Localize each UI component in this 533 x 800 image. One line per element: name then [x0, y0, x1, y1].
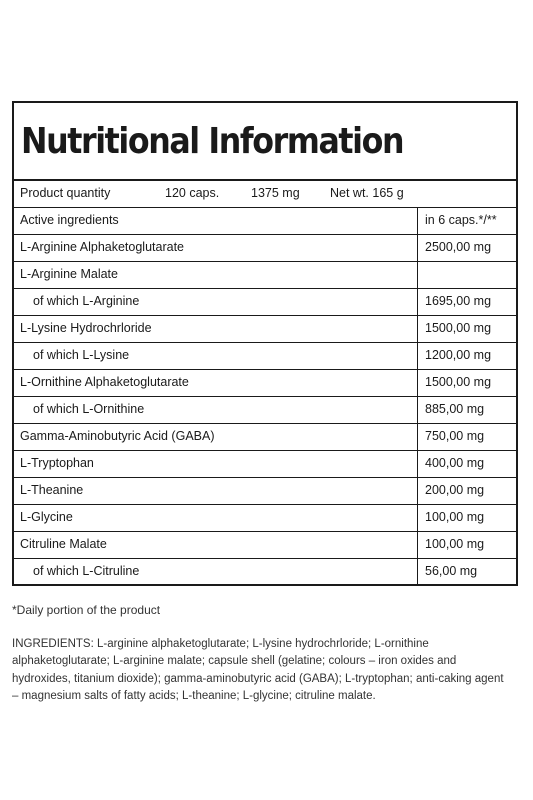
column-divider: [417, 369, 418, 396]
column-divider: [417, 261, 418, 288]
ingredient-amount: 1200,00 mg: [425, 348, 492, 362]
ingredient-name: of which L-Ornithine: [33, 402, 145, 416]
column-divider: [417, 207, 418, 234]
ingredient-name: L-Glycine: [20, 510, 73, 524]
table-row: [14, 234, 516, 261]
table-row: [14, 477, 516, 504]
ingredient-name: L-Arginine Alphaketoglutarate: [20, 240, 185, 254]
ingredient-amount: 1695,00 mg: [425, 294, 492, 308]
ingredient-name: of which L-Citruline: [33, 564, 140, 578]
active-ingredients-label: Active ingredients: [20, 213, 119, 227]
ingredient-amount: 2500,00 mg: [425, 240, 492, 254]
ingredient-name: L-Theanine: [20, 483, 84, 497]
column-divider: [417, 423, 418, 450]
ingredient-amount: 200,00 mg: [425, 483, 485, 497]
column-divider: [417, 396, 418, 423]
column-divider: [417, 234, 418, 261]
ingredient-amount: 56,00 mg: [425, 564, 478, 578]
net-weight: Net wt. 165 g: [330, 186, 404, 200]
ingredient-amount: 1500,00 mg: [425, 375, 492, 389]
ingredient-name: of which L-Arginine: [33, 294, 140, 308]
product-quantity-row: [14, 180, 516, 207]
column-divider: [417, 504, 418, 531]
ingredient-name: Citruline Malate: [20, 537, 107, 551]
column-divider: [417, 531, 418, 558]
product-quantity-label: Product quantity: [20, 186, 111, 200]
ingredient-name: Gamma-Aminobutyric Acid (GABA): [20, 429, 215, 443]
column-divider: [417, 450, 418, 477]
page-title: Nutritional Information: [21, 121, 404, 162]
ingredient-amount: 100,00 mg: [425, 510, 485, 524]
table-row: [14, 261, 516, 288]
ingredient-amount: 1500,00 mg: [425, 321, 492, 335]
ingredient-amount: 400,00 mg: [425, 456, 485, 470]
caps-weight: 1375 mg: [251, 186, 300, 200]
column-divider: [417, 315, 418, 342]
serving-label: in 6 caps.*/**: [425, 213, 497, 227]
ingredient-name: L-Lysine Hydrochrloride: [20, 321, 152, 335]
ingredients-text: INGREDIENTS: L-arginine alphaketoglutarate; L-lysine hydrochrloride; L-ornithine alphaketoglutarate; L-arginine malate; capsule shell (gelatine; colours – iron oxides and hydroxides, titanium dioxide); gamma-aminobutyric acid (GABA); L-tryptophan; anti-caking agent – magnesium salts of fatty acids; L-theanine; L-glycine; citruline malate.: [12, 638, 504, 703]
nutrition-table-panel: [12, 101, 518, 586]
table-row: [14, 423, 516, 450]
table-row: [14, 450, 516, 477]
ingredient-name: of which L-Lysine: [33, 348, 130, 362]
column-divider: [417, 558, 418, 585]
column-divider: [417, 288, 418, 315]
table-row: [14, 288, 516, 315]
column-divider: [417, 342, 418, 369]
ingredient-amount: 100,00 mg: [425, 537, 485, 551]
table-row: [14, 558, 516, 585]
ingredient-amount: 885,00 mg: [425, 402, 485, 416]
table-row: [14, 504, 516, 531]
column-divider: [417, 477, 418, 504]
table-row: [14, 315, 516, 342]
ingredient-name: L-Arginine Malate: [20, 267, 118, 281]
table-row: [14, 531, 516, 558]
header-row: [14, 207, 516, 234]
caps-count: 120 caps.: [165, 186, 220, 200]
footnote: *Daily portion of the product: [12, 603, 161, 617]
table-row: [14, 369, 516, 396]
ingredient-name: L-Ornithine Alphaketoglutarate: [20, 375, 189, 389]
ingredient-name: L-Tryptophan: [20, 456, 94, 470]
table-row: [14, 342, 516, 369]
table-row: [14, 396, 516, 423]
ingredient-amount: 750,00 mg: [425, 429, 485, 443]
